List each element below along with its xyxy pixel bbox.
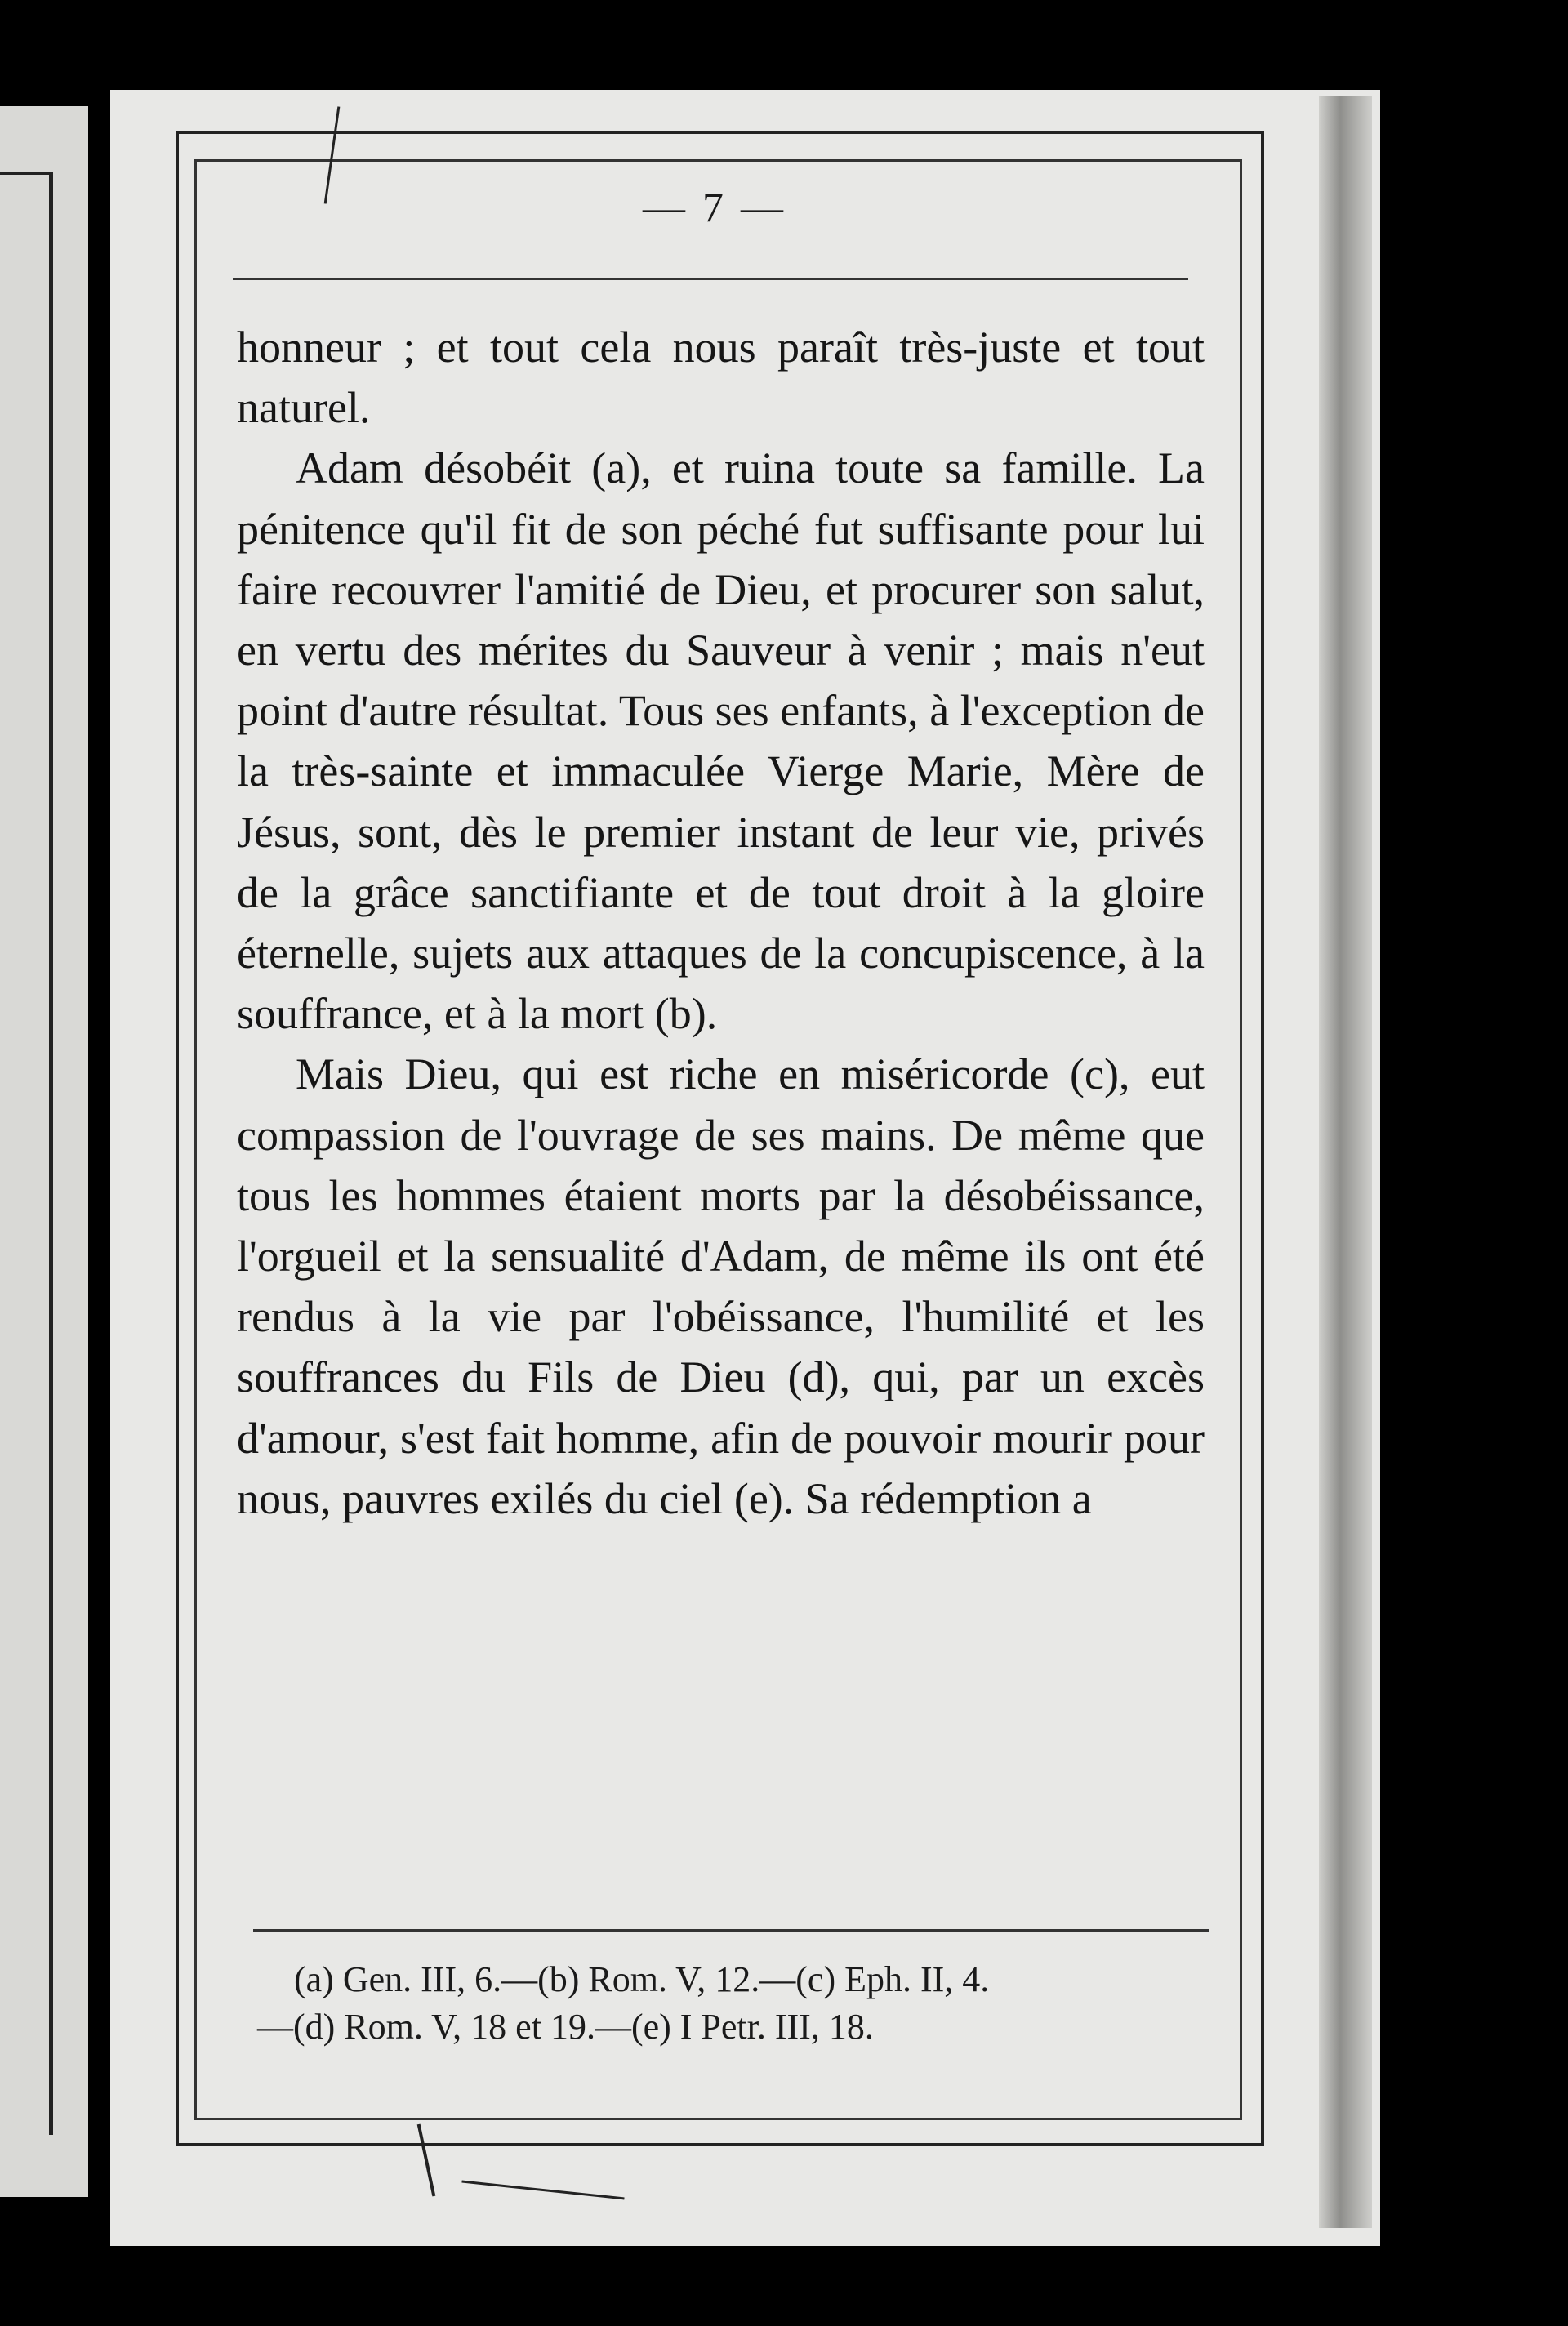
- footnotes: [257, 1956, 1205, 2051]
- adjacent-page-edge: [0, 106, 88, 2197]
- page-number: — 7 —: [643, 185, 786, 231]
- footnote-line-1: (a) Gen. III, 6.—(b) Rom. V, 12.—(c) Eph. II, 4.: [294, 1959, 990, 1999]
- paragraph-3: Mais Dieu, qui est riche en miséricorde (c), eut compassion de l'ouvrage de ses mains. De même que tous les hommes étaient morts par la désobéissance, l'orgueil et la sensualité d'Adam, de même ils ont été rendus à la vie par l'obéissance, l'humilité et les souffrances du Fils de Dieu (d), qui, par un excès d'amour, s'est fait homme, afin de pouvoir mourir pour nous, pauvres exilés du ciel (e). Sa rédemption a: [237, 1049, 1205, 1523]
- header-rule: [233, 278, 1188, 280]
- paragraph-2: Adam désobéit (a), et ruina toute sa famille. La pénitence qu'il fit de son péché fut suffisante pour lui faire recouvrer l'amitié de Dieu, et procurer son salut, en vertu des mérites du Sauveur à venir ; mais n'eut point d'autre résultat. Tous ses enfants, à l'exception de la très-sainte et immaculée Vierge Marie, Mère de Jésus, sont, dès le premier instant de leur vie, privés de la grâce sanctifiante et de tout droit à la gloire éternelle, sujets aux attaques de la concupiscence, à la souffrance, et à la mort (b).: [237, 443, 1205, 1039]
- footnote-line-2: —(d) Rom. V, 18 et 19.—(e) I Petr. III, 18.: [257, 2007, 874, 2047]
- body-text: [237, 317, 1205, 1529]
- footnote-rule: [253, 1929, 1209, 1932]
- adjacent-page-frame: [0, 172, 53, 2135]
- page-edge-shadow: [1319, 96, 1372, 2228]
- paragraph-1: honneur ; et tout cela nous paraît très-juste et tout naturel.: [237, 323, 1205, 433]
